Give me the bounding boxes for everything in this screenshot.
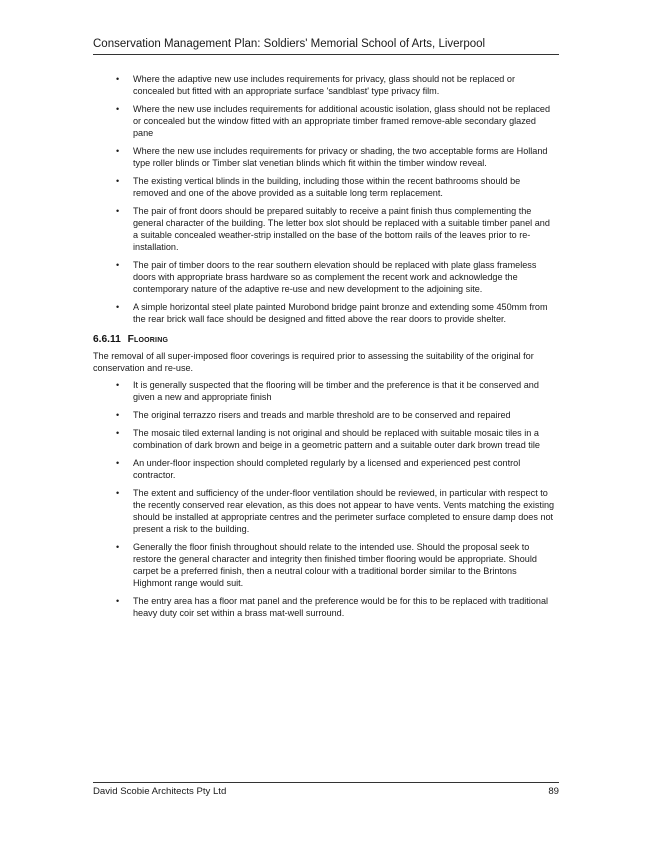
list-item (93, 409, 555, 421)
list-item (93, 301, 555, 325)
page-number: 89 (548, 786, 559, 797)
list-item (93, 541, 555, 589)
list-item (93, 487, 555, 535)
list-item (93, 457, 555, 481)
bullet-icon: • (116, 410, 120, 420)
bullet-icon: • (116, 260, 120, 270)
bullet-icon: • (116, 596, 120, 606)
list-item (93, 379, 555, 403)
bullet-icon: • (116, 74, 120, 84)
bullet-icon: • (116, 146, 120, 156)
page-header (93, 37, 559, 55)
list-item (93, 205, 555, 253)
list-item-text: It is generally suspected that the flooring will be timber and the preference is that it be conserved and given a new and appropriate finish (133, 380, 539, 402)
list-item (93, 259, 555, 295)
list-item-text: An under-floor inspection should completed regularly by a licensed and experienced pest control contractor. (133, 458, 521, 480)
list-item (93, 175, 555, 199)
bullet-icon: • (116, 302, 120, 312)
section-title: Flooring (127, 334, 169, 345)
list-item (93, 73, 555, 97)
bullet-icon: • (116, 380, 120, 390)
bullet-list-openings (93, 73, 555, 325)
document-title: Conservation Management Plan: Soldiers' Memorial School of Arts, Liverpool (93, 38, 486, 50)
list-item-text: Generally the floor finish throughout should relate to the intended use. Should the proposal seek to restore the general character and integrity then finished timber flooring would be appropriate. Should carpet be a preferred finish, then a neutral colour with a traditional border similar to the Brintons Highmont range would suit. (133, 542, 537, 588)
bullet-icon: • (116, 206, 120, 216)
list-item-text: Where the new use includes requirements for additional acoustic isolation, glass should not be replaced or concealed but the window fitted with an appropriate timber framed remove-able secondary glazed pane (133, 104, 551, 138)
list-item-text: The original terrazzo risers and treads and marble threshold are to be conserved and repaired (133, 410, 511, 420)
list-item-text: The extent and sufficiency of the under-floor ventilation should be reviewed, in particular with respect to the recently conserved rear elevation, as this does not appear to have vents. Vents matching the existing should be installed at appropriate centres and the perimeter surface completed to ensure damp does not present a risk to the building. (133, 488, 555, 534)
list-item-text: The entry area has a floor mat panel and the preference would be for this to be replaced with traditional heavy duty coir set within a brass mat-well surround. (133, 596, 549, 618)
footer-company: David Scobie Architects Pty Ltd (93, 786, 227, 797)
list-item (93, 427, 555, 451)
list-item-text: The pair of timber doors to the rear southern elevation should be replaced with plate glass frameless doors with appropriate brass hardware so as complement the recent work and acknowledge the contemporary nature of the adaptive re-use and new development to the adjoining site. (133, 260, 537, 294)
bullet-icon: • (116, 488, 120, 498)
section-intro: The removal of all super-imposed floor coverings is required prior to assessing the suitability of the original for conservation and re-use. (93, 351, 534, 373)
list-item (93, 103, 555, 139)
bullet-icon: • (116, 458, 120, 468)
list-item-text: The pair of front doors should be prepared suitably to receive a paint finish thus complementing the general character of the building. The letter box slot should be replaced with a suitable timber panel and a suitable concealed weather-strip installed on the base of the bottom rails of the leaves prior to re-installation. (133, 206, 550, 252)
list-item-text: A simple horizontal steel plate painted Murobond bridge paint bronze and extending some 450mm from the rear brick wall face should be designed and fitted above the rear doors to provide shelter. (133, 302, 548, 324)
bullet-list-flooring (93, 379, 555, 619)
bullet-icon: • (116, 104, 120, 114)
page-footer (93, 782, 559, 798)
bullet-icon: • (116, 428, 120, 438)
list-item (93, 595, 555, 619)
list-item-text: The mosaic tiled external landing is not original and should be replaced with suitable mosaic tiles in a combination of dark brown and beige in a geometric pattern and a suitable outer dark brown tread tile (133, 428, 540, 450)
list-item-text: Where the new use includes requirements for privacy or shading, the two acceptable forms are Holland type roller blinds or Timber slat venetian blinds which fit within the timber window reveal. (133, 146, 548, 168)
list-item (93, 145, 555, 169)
list-item-text: The existing vertical blinds in the building, including those within the recent bathrooms should be removed and one of the above provided as a suitable long term replacement. (133, 176, 521, 198)
section-number: 6.6.11 (93, 334, 121, 345)
list-item-text: Where the adaptive new use includes requirements for privacy, glass should not be replaced or concealed but fitted with an appropriate surface 'sandblast' type privacy film. (133, 74, 515, 96)
bullet-icon: • (116, 176, 120, 186)
bullet-icon: • (116, 542, 120, 552)
page-body (93, 73, 555, 625)
section-heading (93, 333, 555, 346)
